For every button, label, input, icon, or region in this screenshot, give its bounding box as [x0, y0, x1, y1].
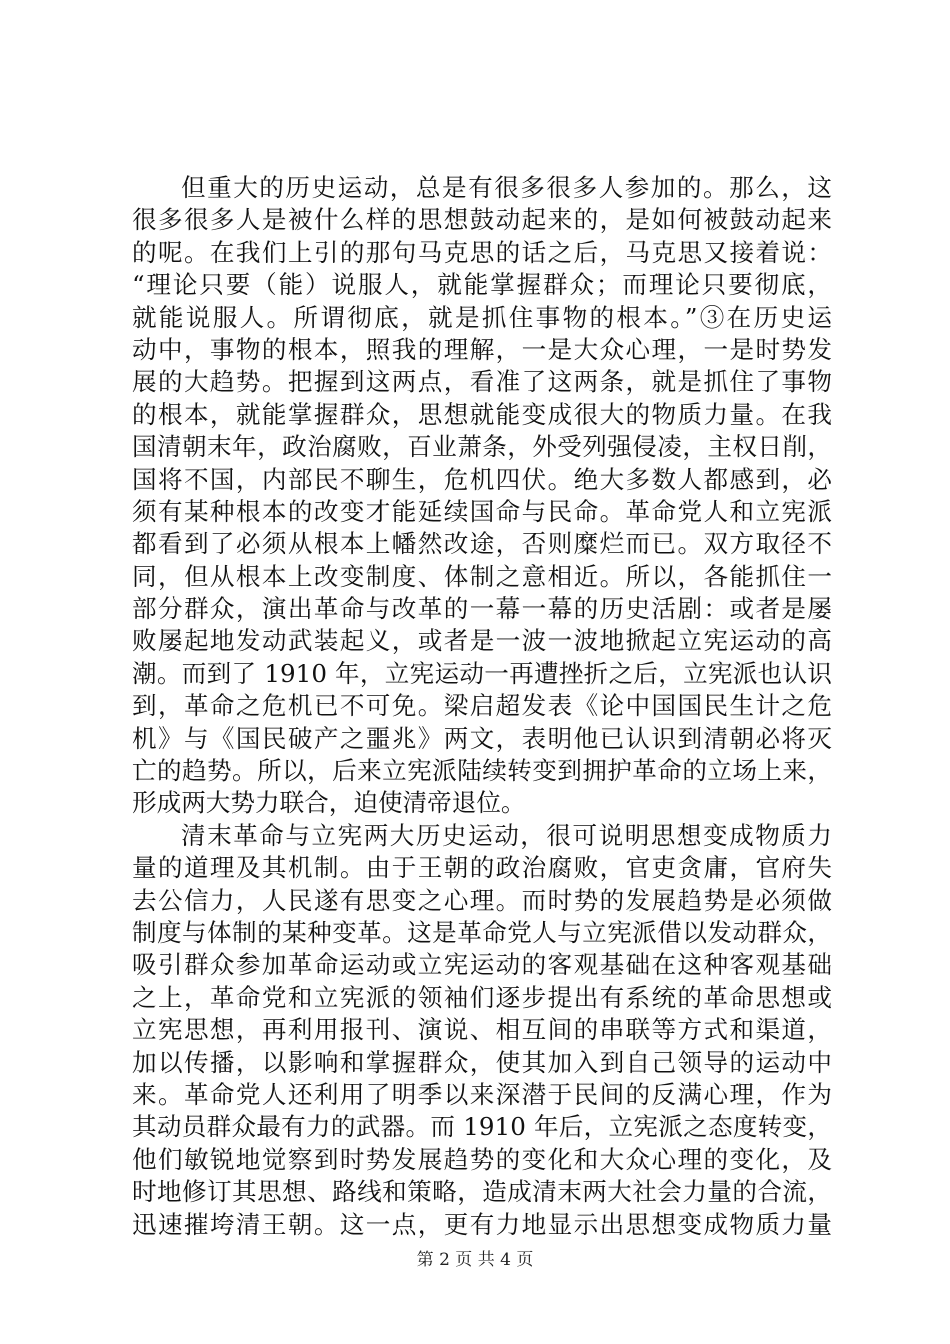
- text-line: 他们敏锐地觉察到时势发展趋势的变化和大众心理的变化，及: [132, 1144, 832, 1174]
- text-line: 去公信力，人民遂有思变之心理。而时势的发展趋势是必须做: [132, 885, 832, 915]
- text-line: 其动员群众最有力的武器。而 1910 年后，立宪派之态度转变，: [132, 1112, 832, 1142]
- text-line: 来。革命党人还利用了明季以来深潜于民间的反满心理，作为: [132, 1079, 832, 1109]
- text-line: “理论只要（能）说服人，就能掌握群众；而理论只要彻底，: [132, 270, 832, 300]
- text-line: 时地修订其思想、路线和策略，造成清末两大社会力量的合流，: [132, 1177, 832, 1207]
- text-line: 潮。而到了 1910 年，立宪运动一再遭挫折之后，立宪派也认识: [132, 658, 832, 688]
- text-line: 亡的趋势。所以，后来立宪派陆续转变到拥护革命的立场上来，: [132, 756, 832, 786]
- text-line: 同，但从根本上改变制度、体制之意相近。所以，各能抓住一: [132, 561, 832, 591]
- text-line: 的呢。在我们上引的那句马克思的话之后，马克思又接着说：: [132, 237, 832, 267]
- page-footer: [0, 1245, 950, 1270]
- text-line: 迅速摧垮清王朝。这一点，更有力地显示出思想变成物质力量: [132, 1209, 832, 1239]
- text-line: 动中，事物的根本，照我的理解，一是大众心理，一是时势发: [132, 334, 832, 364]
- text-line: 制度与体制的某种变革。这是革命党人与立宪派借以发动群众，: [132, 917, 832, 947]
- text-line: 吸引群众参加革命运动或立宪运动的客观基础在这种客观基础: [132, 950, 832, 980]
- text-line: 国清朝末年，政治腐败，百业萧条，外受列强侵凌，主权日削，: [132, 432, 832, 462]
- text-line: 机》与《国民破产之噩兆》两文，表明他已认识到清朝必将灭: [132, 723, 832, 753]
- text-line: 很多很多人是被什么样的思想鼓动起来的，是如何被鼓动起来: [132, 205, 832, 235]
- text-line: 就能说服人。所谓彻底，就是抓住事物的根本。”③在历史运: [132, 302, 832, 332]
- text-line: 败屡起地发动武装起义，或者是一波一波地掀起立宪运动的高: [132, 626, 832, 656]
- paragraph-1: [132, 172, 832, 820]
- paragraph-2: [132, 820, 832, 1241]
- text-line: 部分群众，演出革命与改革的一幕一幕的历史活剧：或者是屡: [132, 594, 832, 624]
- text-line: 之上，革命党和立宪派的领袖们逐步提出有系统的革命思想或: [132, 982, 832, 1012]
- text-line: 须有某种根本的改变才能延续国命与民命。革命党人和立宪派: [132, 496, 832, 526]
- page-number-label: 第 2 页 共 4 页: [416, 1250, 534, 1270]
- text-line: 的根本，就能掌握群众，思想就能变成很大的物质力量。在我: [132, 399, 832, 429]
- text-line: 到，革命之危机已不可免。梁启超发表《论中国国民生计之危: [132, 691, 832, 721]
- text-line: 量的道理及其机制。由于王朝的政治腐败，官吏贪庸，官府失: [132, 853, 832, 883]
- text-line: 立宪思想，再利用报刊、演说、相互间的串联等方式和渠道，: [132, 1015, 832, 1045]
- text-line: 都看到了必须从根本上幡然改途，否则糜烂而已。双方取径不: [132, 529, 832, 559]
- body-text: [132, 172, 832, 1241]
- text-line: 加以传播，以影响和掌握群众，使其加入到自己领导的运动中: [132, 1047, 832, 1077]
- text-line: 但重大的历史运动，总是有很多很多人参加的。那么，这: [181, 173, 832, 202]
- text-line: 展的大趋势。把握到这两点，看准了这两条，就是抓住了事物: [132, 367, 832, 397]
- text-line: 清末革命与立宪两大历史运动，很可说明思想变成物质力: [181, 820, 832, 850]
- text-line: 形成两大势力联合，迫使清帝退位。: [132, 788, 526, 818]
- text-line: 国将不国，内部民不聊生，危机四伏。绝大多数人都感到，必: [132, 464, 832, 494]
